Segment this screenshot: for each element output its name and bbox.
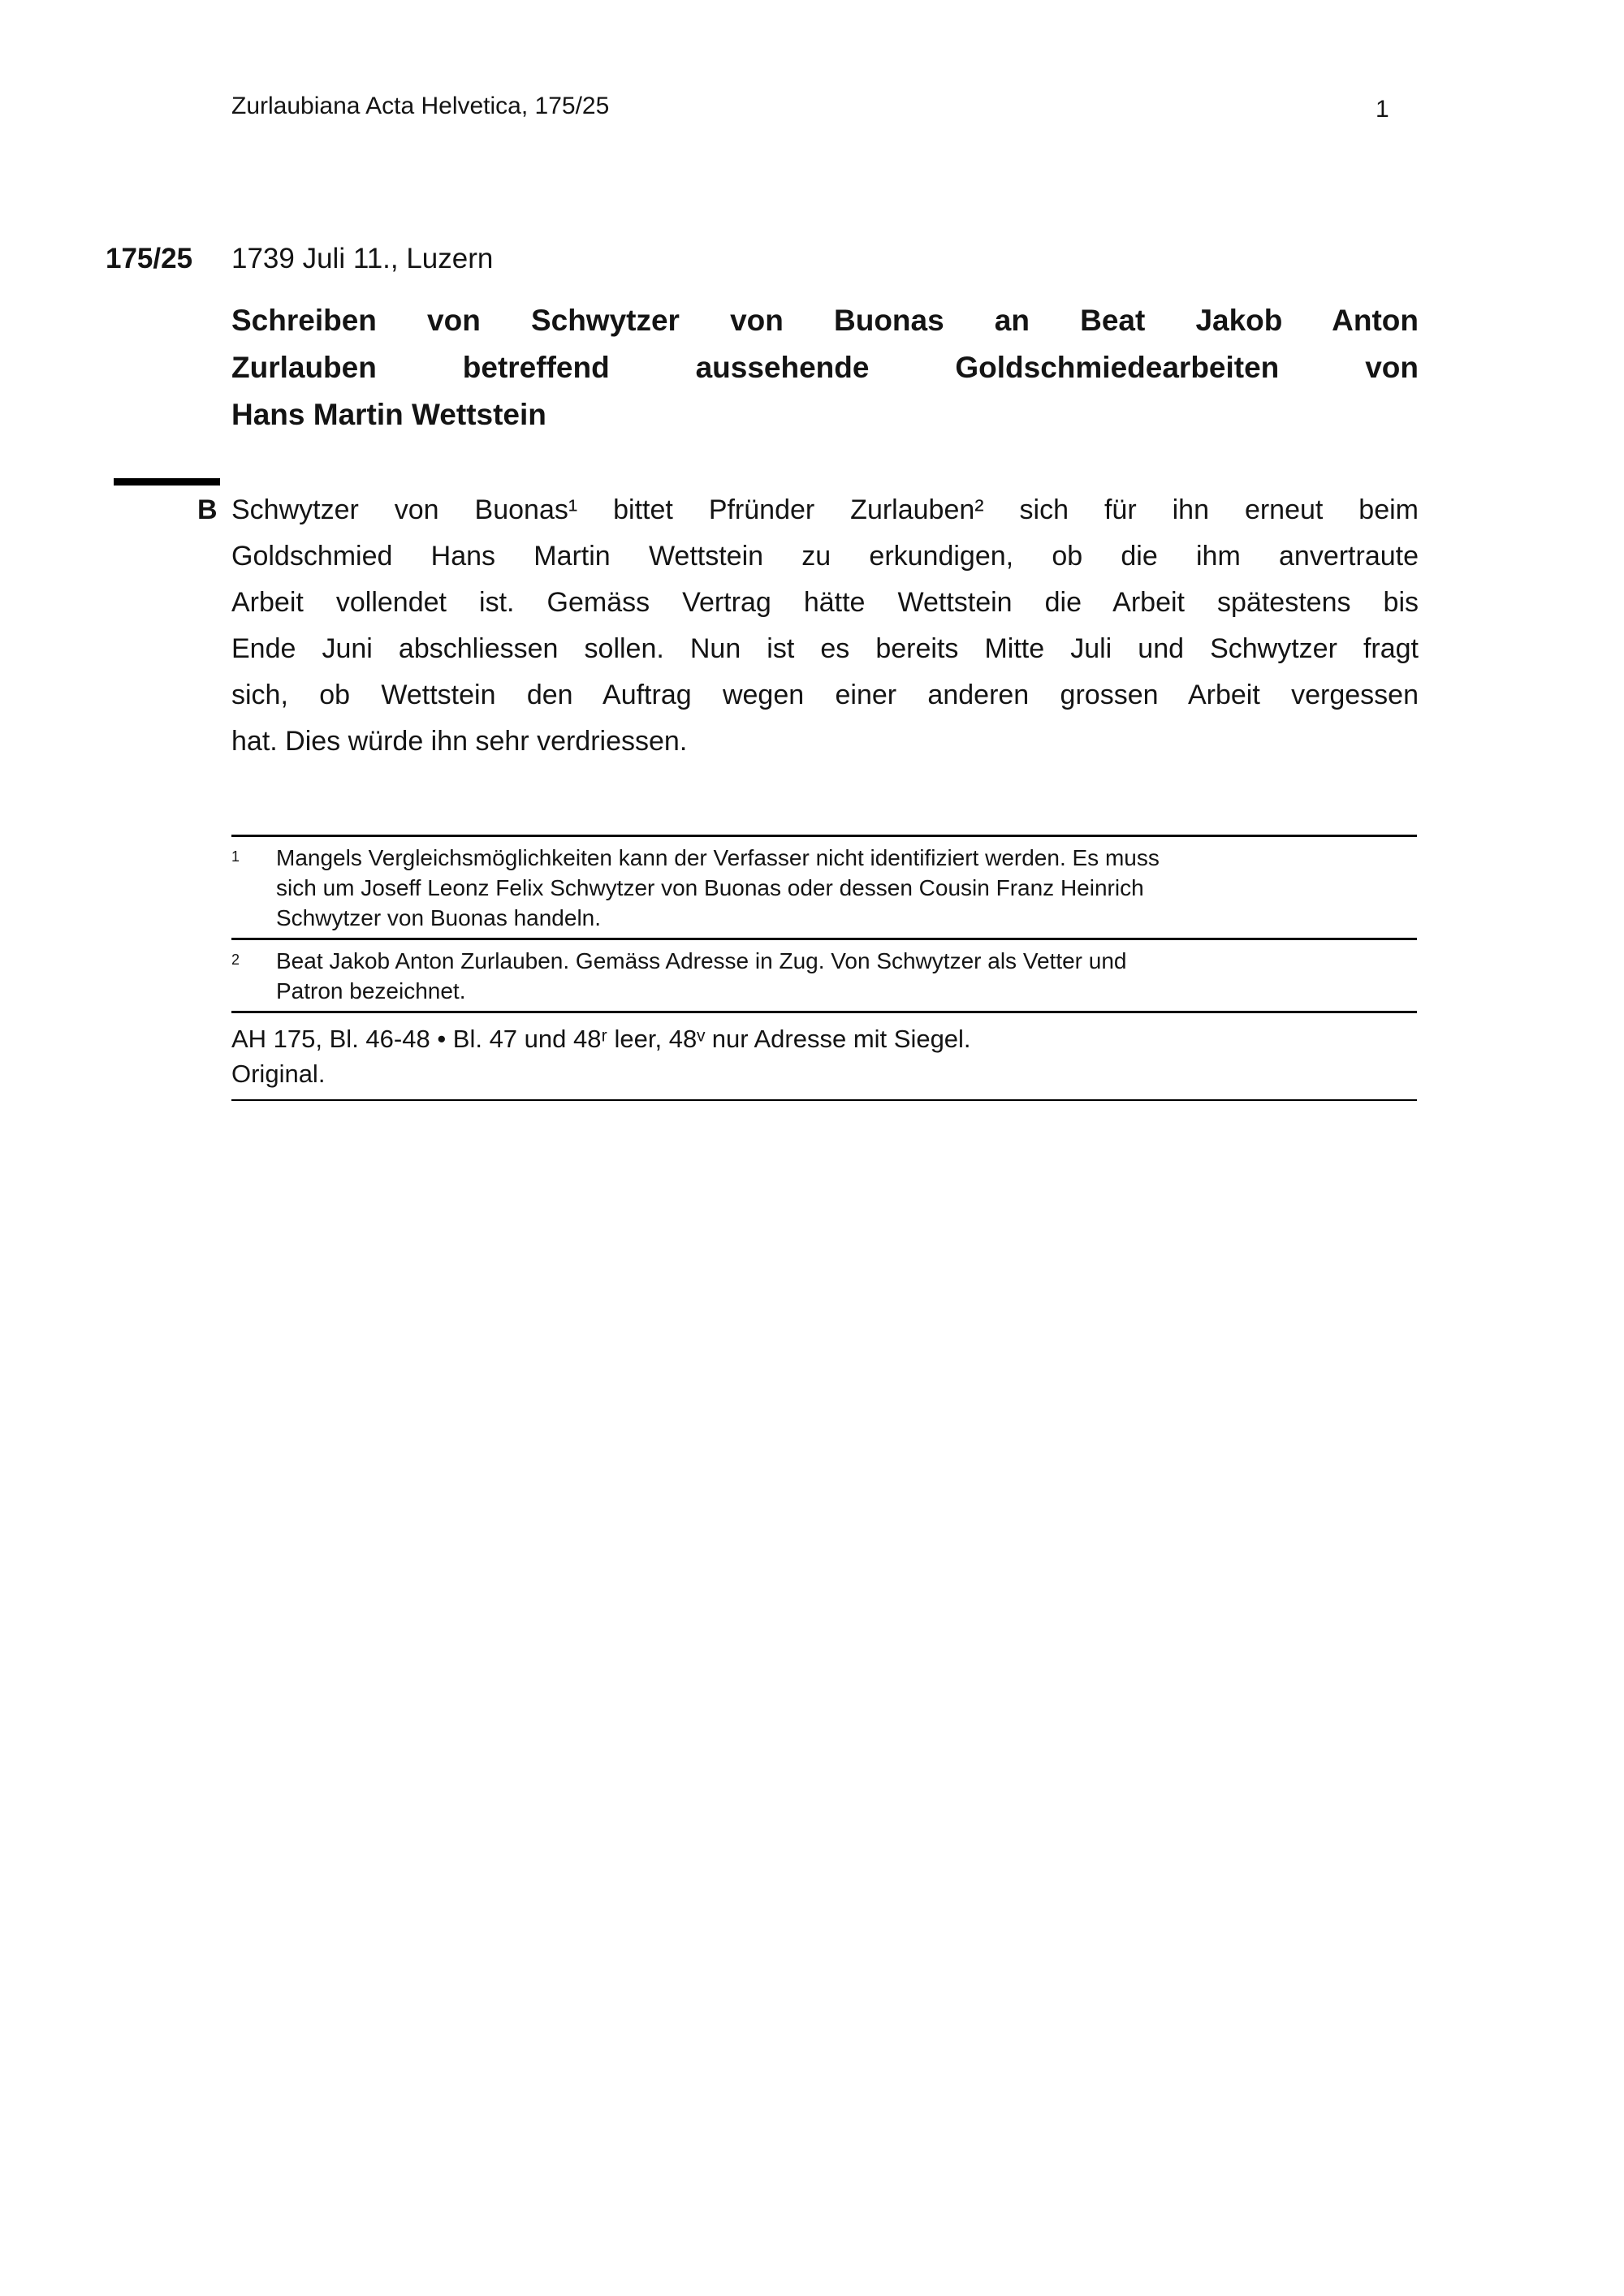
summary-line: Schwytzer von Buonas¹ bittet Pfründer Zurlauben² sich für ihn erneut beim	[231, 494, 1419, 525]
summary-line: Arbeit vollendet ist. Gemäss Vertrag hätte Wettstein die Arbeit spätestens bis	[231, 587, 1419, 618]
source-note	[231, 1013, 1417, 1099]
summary-line: sich, ob Wettstein den Auftrag wegen einer anderen grossen Arbeit vergessen	[231, 680, 1419, 710]
section-label-b: B	[197, 494, 218, 525]
source-rule-bottom	[231, 1099, 1417, 1101]
footnote-1-marker: 1	[231, 848, 240, 865]
entry-head	[106, 240, 493, 278]
footnote-2-line: Patron bezeichnet.	[276, 978, 466, 1003]
summary-line: Goldschmied Hans Martin Wettstein zu erkundigen, ob die ihm anvertraute	[231, 541, 1419, 572]
running-header	[231, 91, 1419, 122]
footnote-block	[231, 835, 1417, 1101]
footnote-1-line: Mangels Vergleichsmöglichkeiten kann der Verfasser nicht identifiziert werden. Es muss	[276, 845, 1160, 870]
entry-summary	[231, 487, 1419, 765]
footnote-1	[231, 837, 1417, 938]
summary-line: Ende Juni abschliessen sollen. Nun ist es bereits Mitte Juli und Schwytzer fragt	[231, 633, 1419, 664]
entry-title-line: Schreiben von Schwytzer von Buonas an Beat Jakob Anton	[231, 304, 1419, 337]
entry-title-line: Zurlauben betreffend aussehende Goldschmiedearbeiten von	[231, 351, 1419, 384]
footnote-2-line: Beat Jakob Anton Zurlauben. Gemäss Adresse in Zug. Von Schwytzer als Vetter und	[276, 948, 1127, 973]
section-divider-bar	[114, 478, 220, 486]
footnote-1-line: sich um Joseff Leonz Felix Schwytzer von Buonas oder dessen Cousin Franz Heinrich	[276, 875, 1144, 900]
entry-title-line: Hans Martin Wettstein	[231, 398, 546, 431]
running-header-title: Zurlaubiana Acta Helvetica, 175/25	[231, 93, 610, 119]
footnote-2	[231, 940, 1417, 1011]
source-note-line: Original.	[231, 1060, 326, 1088]
footnote-2-marker: 2	[231, 952, 240, 968]
page-number: 1	[1376, 96, 1389, 123]
entry-dateline: 1739 Juli 11., Luzern	[231, 243, 494, 274]
entry-number: 175/25	[106, 243, 193, 274]
source-note-line: AH 175, Bl. 46-48 • Bl. 47 und 48ʳ leer, 48ᵛ nur Adresse mit Siegel.	[231, 1025, 971, 1053]
summary-line: hat. Dies würde ihn sehr verdriessen.	[231, 726, 688, 757]
footnote-1-text	[276, 843, 1417, 933]
footnote-2-text	[276, 946, 1417, 1006]
footnote-1-line: Schwytzer von Buonas handeln.	[276, 905, 602, 930]
entry-title	[231, 297, 1419, 438]
